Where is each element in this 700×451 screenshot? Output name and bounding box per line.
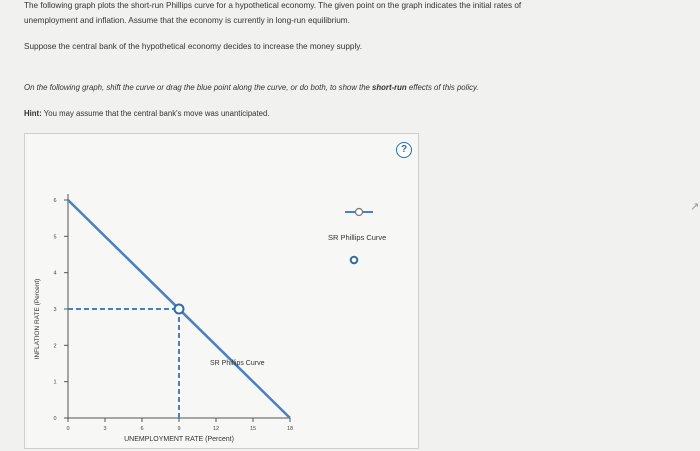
y-tick-label: 2 — [53, 343, 57, 350]
y-axis-label: INFLATION RATE (Percent) — [34, 278, 41, 360]
y-tick-label: 4 — [53, 270, 57, 277]
x-tick-label: 9 — [177, 426, 181, 432]
legend-point-icon — [351, 257, 358, 264]
legend-curve-handle — [356, 209, 363, 216]
hint-body: You may assume that the central bank's move was unanticipated. — [41, 109, 270, 118]
initial-point[interactable] — [175, 305, 184, 314]
y-tick-label: 6 — [53, 198, 57, 204]
y-tick-label: 0 — [53, 416, 57, 422]
x-tick-label: 15 — [249, 426, 257, 432]
legend-curve-label: SR Phillips Curve — [328, 233, 387, 242]
instruction-after: effects of this policy. — [406, 83, 479, 92]
y-tick-label: 5 — [53, 234, 57, 241]
intro-line-1: The following graph plots the short-run Phillips curve for a hypothetical economy. The given point on the graph indicates the initial rates of — [24, 1, 522, 10]
legend-point-tool[interactable] — [351, 257, 358, 264]
instruction-bold: short-run — [372, 83, 407, 92]
legend-curve-tool[interactable] — [345, 209, 373, 216]
x-tick-label: 3 — [103, 426, 107, 432]
x-tick-label: 12 — [212, 426, 220, 432]
x-tick-label: 18 — [286, 426, 294, 432]
mouse-cursor-icon: ↗ — [690, 201, 700, 213]
hint-label: Hint: — [24, 109, 42, 118]
y-tick-label: 1 — [53, 379, 57, 386]
x-axis-label: UNEMPLOYMENT RATE (Percent) — [124, 436, 234, 443]
x-tick-label: 0 — [66, 426, 70, 432]
y-tick-label: 3 — [53, 307, 57, 313]
question-text: Suppose the central bank of the hypothetical economy decides to increase the money supply. — [24, 42, 363, 51]
instruction-before: On the following graph, shift the curve or drag the blue point along the curve, or do both, to show the — [24, 83, 373, 92]
intro-line-2: unemployment and inflation. Assume that the economy is currently in long-run equilibrium. — [24, 16, 350, 25]
help-button[interactable]: ? — [396, 142, 412, 158]
x-tick-label: 6 — [140, 426, 144, 432]
curve-label: SR Phillips Curve — [210, 360, 265, 367]
